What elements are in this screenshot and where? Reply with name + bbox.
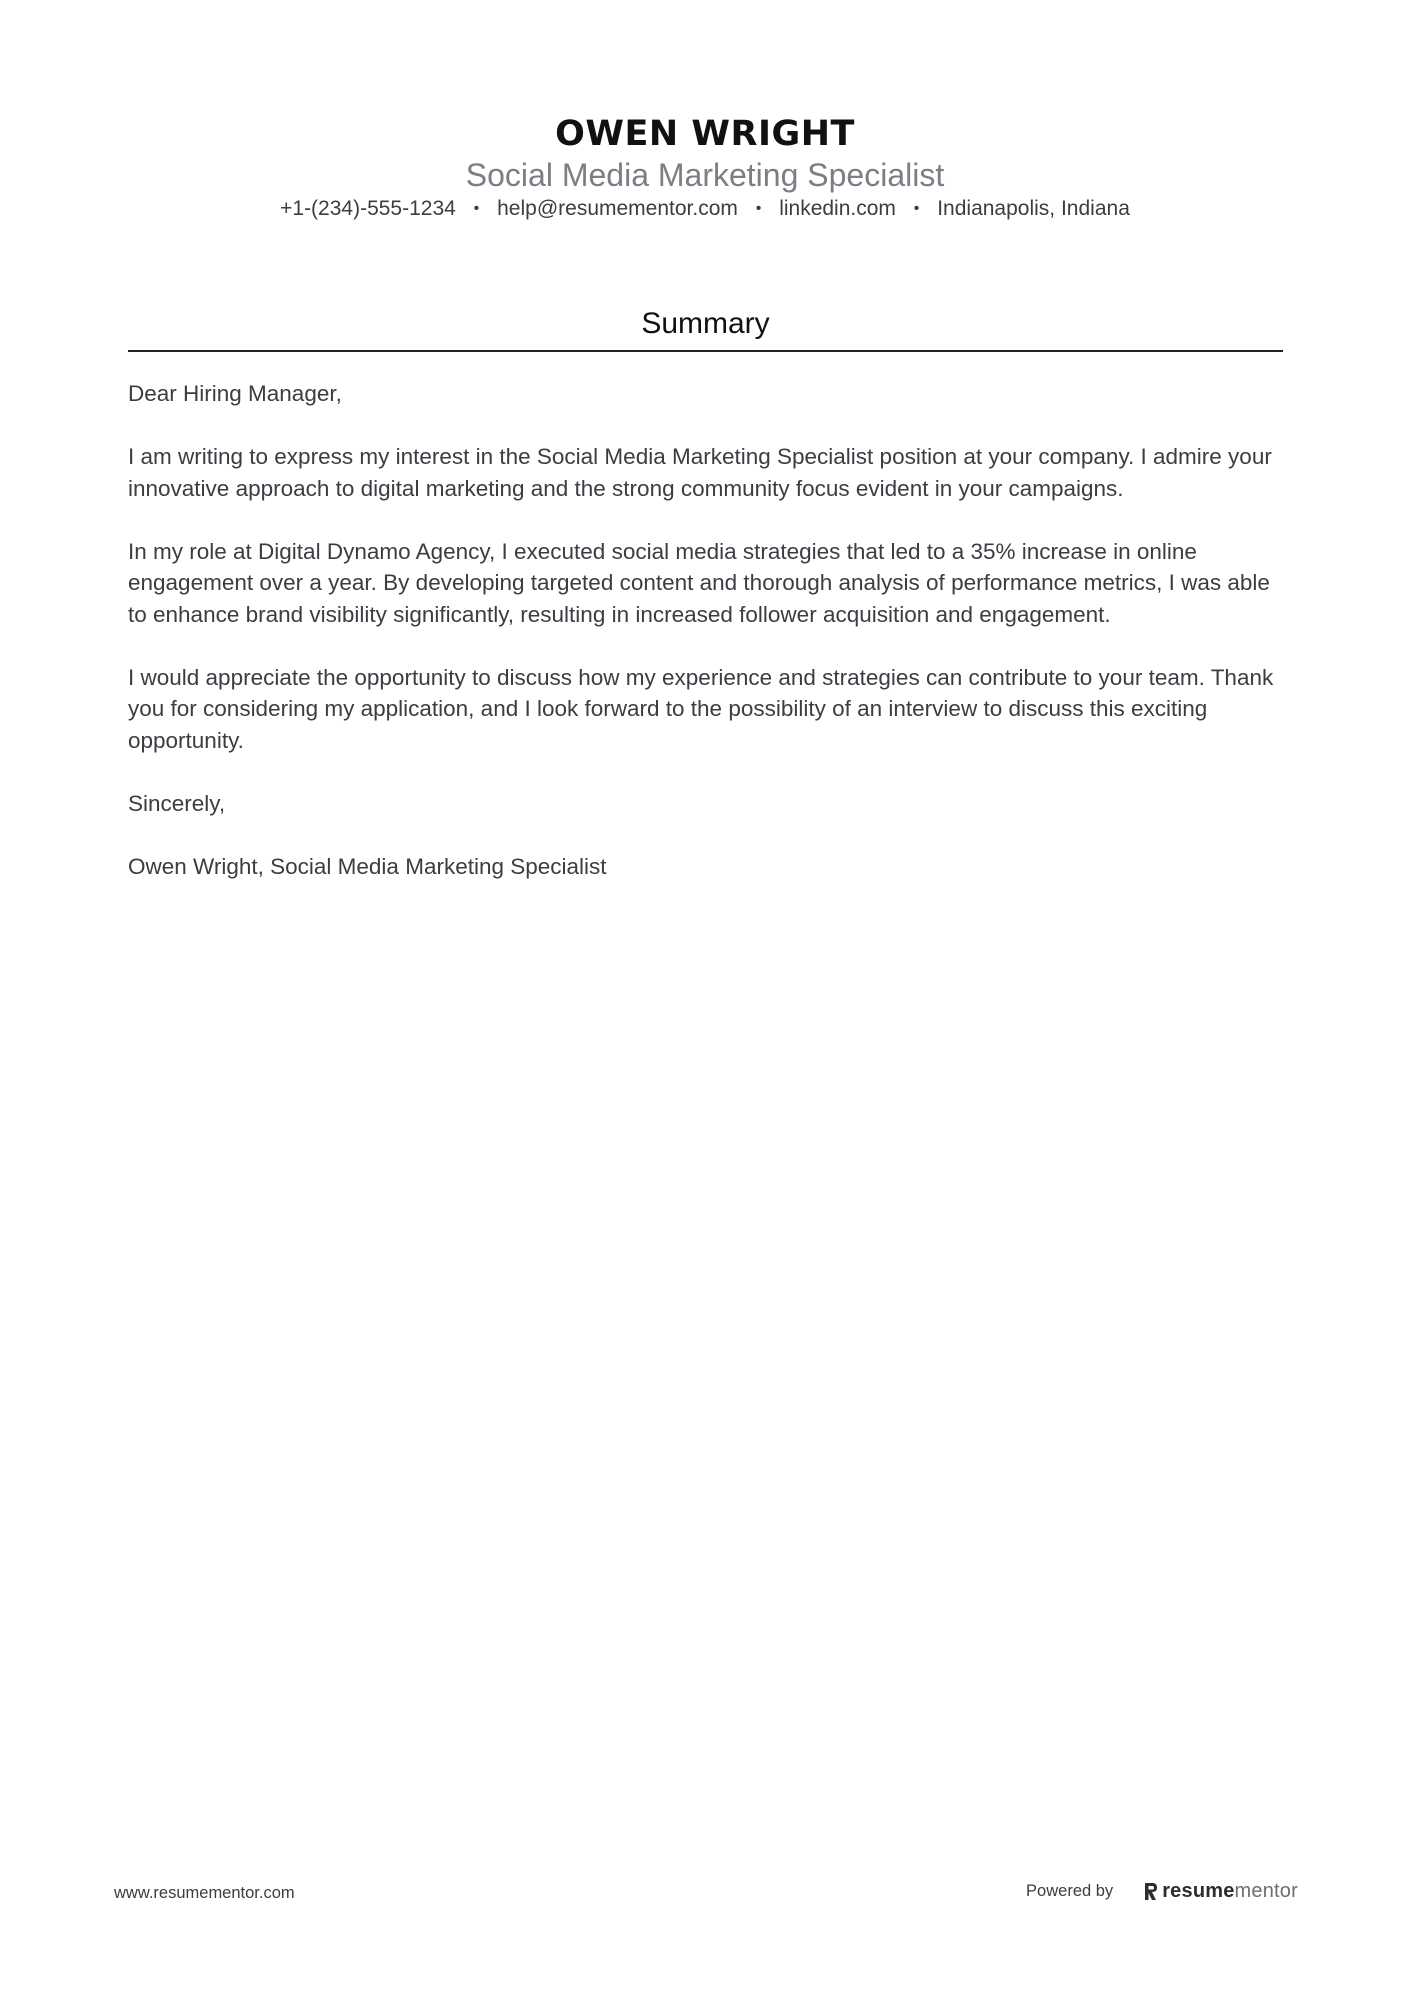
letter-signature: Owen Wright, Social Media Marketing Specialist [128, 853, 607, 879]
contact-line [0, 194, 1410, 224]
footer-website[interactable]: www.resumementor.com [114, 1884, 295, 1902]
contact-phone: +1-(234)-555-1234 [280, 197, 456, 220]
resume-header [0, 112, 1410, 224]
contact-separator: • [913, 200, 920, 217]
contact-separator: • [755, 200, 762, 217]
contact-location: Indianapolis, Indiana [937, 197, 1130, 220]
contact-email[interactable]: help@resumementor.com [497, 197, 738, 220]
logo-text-light: mentor [1234, 1880, 1298, 1902]
contact-linkedin[interactable]: linkedin.com [779, 197, 896, 220]
job-title: Social Media Marketing Specialist [465, 157, 945, 193]
letter-paragraph: I would appreciate the opportunity to discuss how my experience and strategies can contribute to your team. Thank you for considering my application, and I look forward to the possibility of an interview to discuss this exciting opportunity. [128, 664, 1274, 753]
letter-paragraph: In my role at Digital Dynamo Agency, I executed social media strategies that led to a 35% increase in online engagement over a year. By developing targeted content and thorough analysis of performance metrics, I was able to enhance brand visibility significantly, resulting in increased follower acquisition and engagement. [128, 538, 1270, 627]
footer-branding [1026, 1880, 1298, 1903]
letter-greeting: Dear Hiring Manager, [128, 381, 342, 406]
logo-text-bold: resume [1162, 1880, 1235, 1902]
resumementor-logo-icon [1143, 1882, 1158, 1902]
section-divider [128, 350, 1283, 352]
cover-letter-body [128, 378, 1288, 914]
resumementor-logo[interactable] [1143, 1880, 1298, 1903]
letter-closing: Sincerely, [128, 790, 226, 816]
powered-by-label: Powered by [1026, 1882, 1114, 1900]
section-title-summary: Summary [641, 307, 770, 340]
contact-separator: • [473, 200, 480, 217]
candidate-name: OWEN WRIGHT [555, 114, 855, 154]
letter-paragraph: I am writing to express my interest in the Social Media Marketing Specialist position at your company. I admire your innovative approach to digital marketing and the strong community focus evident in your campaigns. [128, 444, 1272, 501]
